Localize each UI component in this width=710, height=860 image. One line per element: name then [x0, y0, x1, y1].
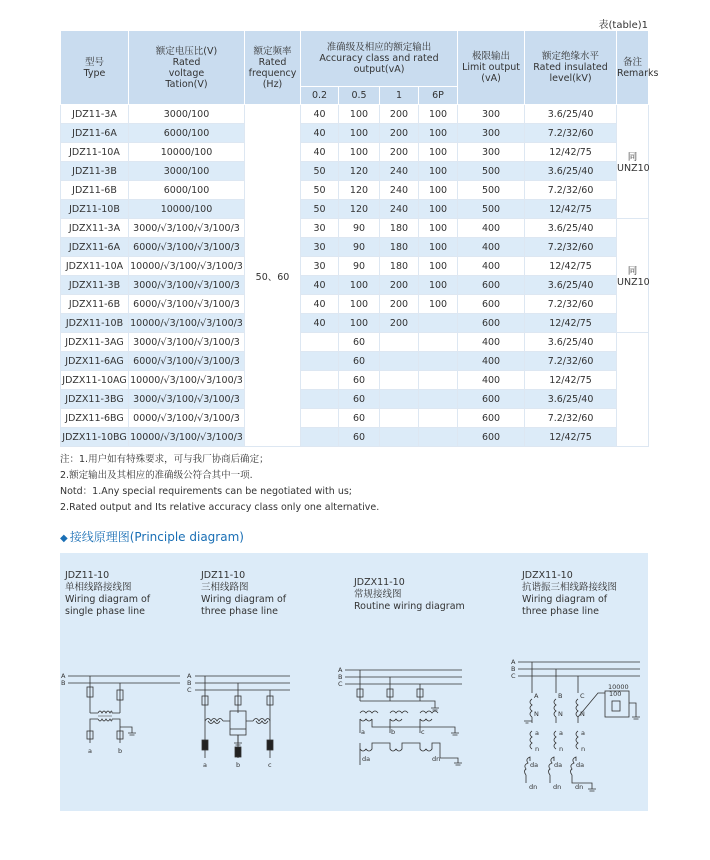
table-cell — [301, 352, 339, 371]
header-voltage-ratio: 额定电压比(V) Rated voltage Tation(V) — [129, 31, 245, 105]
table-cell: 300 — [458, 143, 525, 162]
svg-text:A: A — [187, 672, 192, 680]
table-cell: 100 — [339, 295, 380, 314]
table-cell — [419, 409, 458, 428]
table-cell: JDZX11-6AG — [61, 352, 129, 371]
table-cell: 3.6/25/40 — [525, 219, 617, 238]
table-cell: 60 — [339, 333, 380, 352]
table-row — [61, 238, 649, 257]
table-row — [61, 181, 649, 200]
single-phase-diagram — [61, 672, 180, 755]
table-cell: 200 — [380, 295, 419, 314]
table-cell: JDZX11-10AG — [61, 371, 129, 390]
svg-text:b: b — [118, 747, 123, 755]
table-cell: JDZX11-6B — [61, 295, 129, 314]
table-cell: 12/42/75 — [525, 371, 617, 390]
header-insulation: 额定绝缘水平 Rated insulated level(kV) — [525, 31, 617, 105]
table-cell: 3.6/25/40 — [525, 105, 617, 124]
table-row — [61, 200, 649, 219]
diagram-caption-anti-resonance: JDZX11-10 抗谐振三相线路接线图 Wiring diagram of three phase line — [522, 570, 618, 617]
table-cell: 6000/100 — [129, 124, 245, 143]
table-cell: 100 — [339, 105, 380, 124]
svg-text:A: A — [338, 666, 343, 674]
table-cell: JDZX11-3BG — [61, 390, 129, 409]
table-cell: 10000/√3/100/√3/100/3 — [129, 314, 245, 333]
table-cell: 6000/100 — [129, 181, 245, 200]
table-cell — [301, 428, 339, 447]
table-cell: 7.2/32/60 — [525, 409, 617, 428]
header-accuracy: 准确级及相应的额定输出 Accuracy class and rated output(vA) — [301, 31, 458, 87]
table-cell: 400 — [458, 352, 525, 371]
remarks-cell: 同 UNZ10 — [617, 219, 649, 333]
table-cell: 180 — [380, 257, 419, 276]
table-cell: 200 — [380, 124, 419, 143]
svg-text:a: a — [581, 729, 585, 737]
table-cell: 3.6/25/40 — [525, 276, 617, 295]
table-cell: 100 — [419, 124, 458, 143]
table-cell: 100 — [419, 257, 458, 276]
table-row — [61, 257, 649, 276]
table-cell: 40 — [301, 124, 339, 143]
routine-wiring-diagram — [338, 666, 462, 765]
table-cell: 100 — [419, 181, 458, 200]
table-cell — [419, 352, 458, 371]
table-row — [61, 333, 649, 352]
header-class-0-2: 0.2 — [301, 87, 339, 105]
svg-text:N: N — [580, 710, 585, 718]
table-cell — [419, 333, 458, 352]
table-cell: 100 — [419, 276, 458, 295]
notes — [60, 452, 379, 516]
table-cell: 400 — [458, 333, 525, 352]
section-title: ◆ 接线原理图(Principle diagram) — [60, 530, 244, 544]
table-row — [61, 295, 649, 314]
table-cell: JDZX11-3A — [61, 219, 129, 238]
table-cell: 3.6/25/40 — [525, 333, 617, 352]
table-cell: 12/42/75 — [525, 143, 617, 162]
diamond-bullet-icon: ◆ — [60, 533, 68, 544]
table-cell: 600 — [458, 295, 525, 314]
table-cell: 500 — [458, 200, 525, 219]
header-remarks: 备注 Remarks — [617, 31, 649, 105]
svg-text:C: C — [580, 692, 585, 700]
svg-text:da: da — [362, 755, 371, 763]
svg-text:b: b — [391, 728, 396, 736]
table-cell: 10000/100 — [129, 200, 245, 219]
table-cell — [380, 390, 419, 409]
table-cell: 100 — [339, 276, 380, 295]
spec-table-body — [61, 105, 649, 447]
table-cell: 90 — [339, 257, 380, 276]
table-row — [61, 276, 649, 295]
table-cell: 400 — [458, 238, 525, 257]
table-cell: 12/42/75 — [525, 257, 617, 276]
svg-text:100: 100 — [609, 690, 622, 698]
header-class-6p: 6P — [419, 87, 458, 105]
diagram-panel — [60, 553, 648, 811]
svg-text:10000: 10000 — [608, 683, 629, 691]
table-cell: 300 — [458, 124, 525, 143]
table-cell: 12/42/75 — [525, 428, 617, 447]
table-cell: 100 — [419, 162, 458, 181]
table-cell: 500 — [458, 162, 525, 181]
table-cell: 3000/100 — [129, 162, 245, 181]
svg-text:n: n — [581, 745, 586, 753]
table-cell: 10000/100 — [129, 143, 245, 162]
svg-text:N: N — [534, 710, 539, 718]
table-cell: 50 — [301, 200, 339, 219]
table-cell: 100 — [419, 219, 458, 238]
table-cell — [380, 352, 419, 371]
table-cell: 90 — [339, 238, 380, 257]
table-cell: 3000/√3/100/√3/100/3 — [129, 333, 245, 352]
svg-text:a: a — [203, 761, 207, 769]
table-cell — [301, 333, 339, 352]
table-cell: 600 — [458, 390, 525, 409]
frequency-cell: 50、60 — [245, 105, 301, 447]
table-cell: 3.6/25/40 — [525, 162, 617, 181]
table-cell: 600 — [458, 314, 525, 333]
note-line: 2.Rated output and Its relative accuracy class only one alternative. — [60, 502, 380, 513]
table-cell: 180 — [380, 219, 419, 238]
header-frequency: 额定频率 Rated frequency (Hz) — [245, 31, 301, 105]
svg-text:dn: dn — [553, 783, 562, 791]
table-cell: 100 — [419, 200, 458, 219]
table-row — [61, 143, 649, 162]
svg-text:B: B — [187, 679, 192, 687]
svg-text:da: da — [576, 761, 585, 769]
table-cell: 60 — [339, 409, 380, 428]
table-row — [61, 428, 649, 447]
table-row — [61, 390, 649, 409]
table-cell: 6000/√3/100/√3/100/3 — [129, 238, 245, 257]
table-cell: JDZX11-3B — [61, 276, 129, 295]
table-cell: 40 — [301, 314, 339, 333]
table-cell: 100 — [419, 105, 458, 124]
table-cell: 120 — [339, 200, 380, 219]
table-cell: JDZ11-3B — [61, 162, 129, 181]
table-cell: 240 — [380, 181, 419, 200]
table-row — [61, 352, 649, 371]
svg-text:B: B — [511, 665, 516, 673]
diagram-caption-routine: JDZX11-10 常规接线图 Routine wiring diagram — [354, 577, 465, 612]
table-cell: 100 — [419, 238, 458, 257]
table-cell: 90 — [339, 219, 380, 238]
table-cell: 400 — [458, 219, 525, 238]
table-cell — [380, 428, 419, 447]
table-cell: 600 — [458, 428, 525, 447]
table-cell: 300 — [458, 105, 525, 124]
table-cell: JDZX11-10B — [61, 314, 129, 333]
table-cell: 7.2/32/60 — [525, 352, 617, 371]
svg-text:B: B — [61, 679, 66, 687]
table-cell — [419, 371, 458, 390]
table-cell: 0000/√3/100/√3/100/3 — [129, 409, 245, 428]
table-cell — [301, 390, 339, 409]
svg-text:dn: dn — [529, 783, 538, 791]
spec-table — [60, 30, 659, 447]
table-cell — [380, 409, 419, 428]
table-cell: 7.2/32/60 — [525, 295, 617, 314]
diagram-caption-single-phase: JDZ11-10 单相线路接线图 Wiring diagram of single phase line — [65, 570, 151, 617]
svg-text:A: A — [534, 692, 539, 700]
svg-text:A: A — [511, 658, 516, 666]
svg-text:B: B — [558, 692, 563, 700]
table-row — [61, 409, 649, 428]
table-cell: 60 — [339, 371, 380, 390]
table-cell: JDZX11-6BG — [61, 409, 129, 428]
header-class-0-5: 0.5 — [339, 87, 380, 105]
table-row — [61, 105, 649, 124]
table-cell: 40 — [301, 276, 339, 295]
table-cell: 600 — [458, 409, 525, 428]
table-cell: 240 — [380, 162, 419, 181]
table-cell: 6000/√3/100/√3/100/3 — [129, 352, 245, 371]
svg-text:C: C — [511, 672, 516, 680]
table-cell: 40 — [301, 143, 339, 162]
header-limit-output: 极限输出 Limit output (vA) — [458, 31, 525, 105]
table-cell — [380, 371, 419, 390]
header-model: 型号 Type — [61, 31, 129, 105]
table-cell — [301, 371, 339, 390]
svg-text:dn: dn — [432, 755, 441, 763]
table-row — [61, 124, 649, 143]
anti-resonance-diagram — [511, 658, 640, 791]
note-line: 2.额定输出及其相应的准确级公符合其中一项. — [60, 470, 253, 481]
svg-text:c: c — [268, 761, 272, 769]
header-class-1: 1 — [380, 87, 419, 105]
table-cell: 7.2/32/60 — [525, 181, 617, 200]
table-cell: 30 — [301, 219, 339, 238]
svg-text:n: n — [559, 745, 564, 753]
three-phase-diagram — [187, 672, 290, 769]
svg-text:n: n — [535, 745, 540, 753]
table-row — [61, 162, 649, 181]
note-line: Notd：1.Any special requirements can be negotiated with us; — [60, 486, 352, 497]
table-cell — [380, 333, 419, 352]
table-cell: 3000/√3/100/√3/100/3 — [129, 219, 245, 238]
svg-text:a: a — [361, 728, 365, 736]
table-cell: JDZX11-10A — [61, 257, 129, 276]
note-line: 注：1.用户如有特殊要求，可与我厂协商后确定； — [60, 454, 269, 465]
svg-text:dn: dn — [575, 783, 584, 791]
table-cell: 40 — [301, 295, 339, 314]
table-cell: 7.2/32/60 — [525, 238, 617, 257]
svg-text:da: da — [554, 761, 563, 769]
table-cell: 120 — [339, 181, 380, 200]
svg-text:a: a — [559, 729, 563, 737]
table-cell: JDZ11-10B — [61, 200, 129, 219]
table-cell: 120 — [339, 162, 380, 181]
table-cell: 100 — [419, 295, 458, 314]
table-cell: 240 — [380, 200, 419, 219]
table-cell: 200 — [380, 276, 419, 295]
svg-text:a: a — [88, 747, 92, 755]
table-cell: 60 — [339, 352, 380, 371]
table-cell: 400 — [458, 257, 525, 276]
svg-text:da: da — [530, 761, 539, 769]
table-caption: 表(table)1 — [598, 20, 648, 31]
table-cell: 3000/√3/100/√3/100/3 — [129, 390, 245, 409]
table-row — [61, 314, 649, 333]
table-row — [61, 371, 649, 390]
table-cell: JDZ11-6B — [61, 181, 129, 200]
table-cell: 7.2/32/60 — [525, 124, 617, 143]
table-cell: 200 — [380, 314, 419, 333]
table-cell: 6000/√3/100/√3/100/3 — [129, 295, 245, 314]
svg-text:B: B — [338, 673, 343, 681]
svg-text:a: a — [535, 729, 539, 737]
table-cell — [301, 409, 339, 428]
table-cell — [419, 428, 458, 447]
table-cell: 12/42/75 — [525, 200, 617, 219]
table-cell: 200 — [380, 143, 419, 162]
table-cell: 600 — [458, 276, 525, 295]
svg-text:C: C — [187, 686, 192, 694]
table-cell — [419, 390, 458, 409]
remarks-cell: 同 UNZ10 — [617, 105, 649, 219]
svg-text:b: b — [236, 761, 241, 769]
table-cell: 30 — [301, 238, 339, 257]
svg-text:C: C — [338, 680, 343, 688]
table-cell: 180 — [380, 238, 419, 257]
table-cell: 10000/√3/100/√3/100/3 — [129, 371, 245, 390]
table-cell: JDZ11-6A — [61, 124, 129, 143]
table-cell: 3000/100 — [129, 105, 245, 124]
svg-text:c: c — [421, 728, 425, 736]
table-cell: 3.6/25/40 — [525, 390, 617, 409]
table-cell: JDZX11-10BG — [61, 428, 129, 447]
table-cell: 500 — [458, 181, 525, 200]
remarks-cell — [617, 333, 649, 447]
table-row — [61, 219, 649, 238]
table-cell: 50 — [301, 181, 339, 200]
table-cell: 100 — [339, 143, 380, 162]
table-cell: 400 — [458, 371, 525, 390]
table-cell: JDZX11-6A — [61, 238, 129, 257]
diagram-caption-three-phase: JDZ11-10 三相线路图 Wiring diagram of three phase line — [201, 570, 287, 617]
table-cell: 60 — [339, 390, 380, 409]
table-cell: 3000/√3/100/√3/100/3 — [129, 276, 245, 295]
table-cell: 30 — [301, 257, 339, 276]
table-cell: 10000/√3/100/√3/100/3 — [129, 428, 245, 447]
table-cell: 50 — [301, 162, 339, 181]
table-cell: JDZX11-3AG — [61, 333, 129, 352]
table-cell: 60 — [339, 428, 380, 447]
table-cell — [419, 314, 458, 333]
table-cell: JDZ11-10A — [61, 143, 129, 162]
table-cell: 100 — [339, 124, 380, 143]
table-cell: 40 — [301, 105, 339, 124]
svg-text:A: A — [61, 672, 66, 680]
table-cell: 200 — [380, 105, 419, 124]
table-cell: 100 — [419, 143, 458, 162]
table-cell: JDZ11-3A — [61, 105, 129, 124]
table-cell: 12/42/75 — [525, 314, 617, 333]
svg-text:N: N — [558, 710, 563, 718]
table-cell: 10000/√3/100/√3/100/3 — [129, 257, 245, 276]
table-cell: 100 — [339, 314, 380, 333]
